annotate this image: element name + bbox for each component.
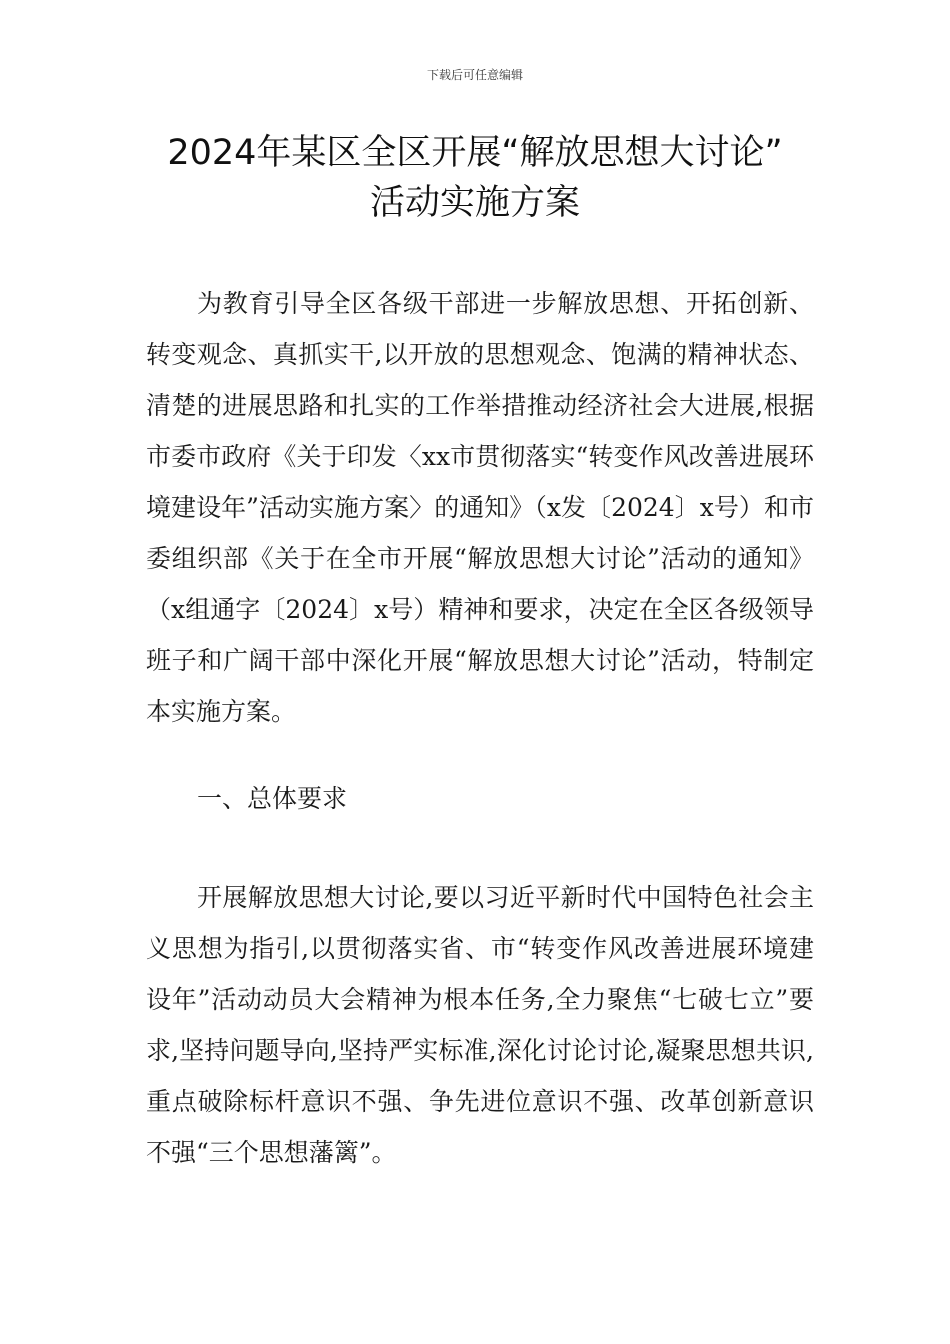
section-1-heading-block	[146, 773, 814, 824]
section-1-body-block	[146, 872, 814, 1178]
section-1-body: 开展解放思想大讨论,要以习近平新时代中国特色社会主义思想为指引,以贯彻落实省、市“转变作风改善进展环境建设年”活动动员大会精神为根本任务,全力聚焦“七破七立”要求,坚持问题导向,坚持严实标准,深化讨论讨论,凝聚思想共识,重点破除标杆意识不强、争先进位意识不强、改革创新意识不强“三个思想藩篱”。	[146, 883, 814, 1167]
section-1-heading: 一、总体要求	[197, 784, 348, 813]
intro-paragraph-block	[146, 278, 814, 737]
document-title	[0, 128, 950, 228]
title-line-2: 活动实施方案	[369, 183, 580, 223]
header-note: 下载后可任意编辑	[426, 68, 523, 82]
title-line-1: 2024年某区全区开展“解放思想大讨论”	[167, 133, 783, 173]
intro-paragraph: 为教育引导全区各级干部进一步解放思想、开拓创新、转变观念、真抓实干,以开放的思想观念、饱满的精神状态、清楚的进展思路和扎实的工作举措推动经济社会大进展,根据市委市政府《关于印发〈xx市贯彻落实“转变作风改善进展环境建设年”活动实施方案〉的通知》（x发〔2024〕x号）和市委组织部《关于在全市开展“解放思想大讨论”活动的通知》（x组通字〔2024〕x号）精神和要求，决定在全区各级领导班子和广阔干部中深化开展“解放思想大讨论”活动，特制定本实施方案。	[146, 289, 814, 726]
